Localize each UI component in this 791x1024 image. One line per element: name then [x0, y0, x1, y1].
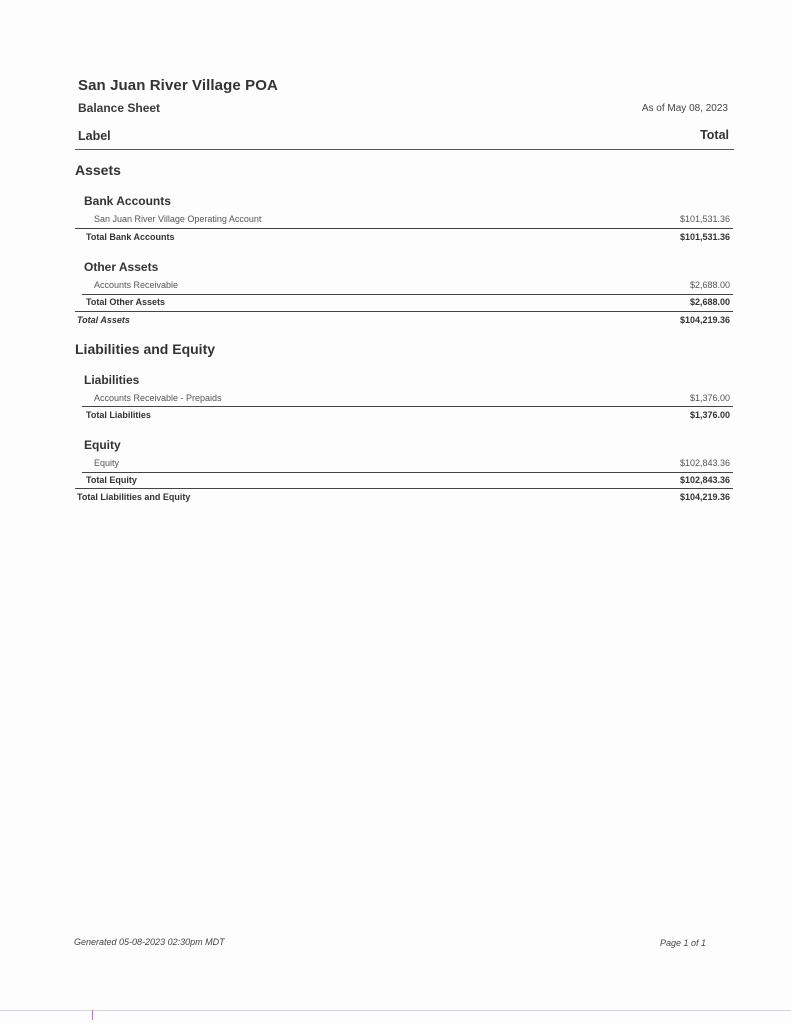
scan-mark [92, 1010, 93, 1020]
line-item-label: Accounts Receivable [94, 280, 179, 290]
section-heading: Assets [75, 162, 121, 178]
header-divider [75, 149, 734, 150]
subtotal-amount: $102,843.36 [679, 475, 730, 485]
report-title: Balance Sheet [78, 101, 161, 115]
group-equity [75, 438, 730, 454]
subtotal-rule [82, 406, 733, 407]
line-item-label: San Juan River Village Operating Account [94, 214, 262, 224]
subtotal-label: Total Equity [86, 475, 137, 485]
line-item-label: Accounts Receivable - Prepaids [94, 393, 222, 403]
subtotal-row [75, 232, 730, 248]
page-number: Page 1 of 1 [660, 938, 707, 948]
group-heading: Equity [84, 438, 121, 452]
total-liabilities-equity-row [75, 492, 730, 508]
group-other-assets [75, 260, 730, 276]
total-amount: $104,219.36 [679, 315, 730, 325]
total-label: Total Liabilities and Equity [77, 492, 191, 502]
subtotal-amount: $101,531.36 [679, 232, 730, 242]
report-date: As of May 08, 2023 [641, 103, 728, 114]
column-header-total: Total [700, 128, 729, 142]
group-heading: Other Assets [84, 260, 159, 274]
subtotal-amount: $1,376.00 [689, 410, 730, 420]
total-label: Total Assets [77, 315, 130, 325]
subtotal-label: Total Other Assets [86, 297, 166, 307]
line-item-amount: $2,688.00 [689, 280, 730, 290]
scan-edge-line [0, 1010, 791, 1011]
line-item-amount: $1,376.00 [689, 393, 730, 403]
line-item-label: Equity [94, 458, 120, 468]
total-amount: $104,219.36 [679, 492, 730, 502]
section-assets [75, 162, 730, 178]
group-liabilities [75, 373, 730, 389]
subtotal-row [75, 410, 730, 426]
subtotal-rule [75, 228, 733, 229]
organization-name: San Juan River Village POA [78, 77, 278, 94]
column-header-label: Label [78, 129, 111, 143]
generated-timestamp: Generated 05-08-2023 02:30pm MDT [74, 937, 225, 947]
total-assets-row [75, 315, 730, 331]
section-heading: Liabilities and Equity [75, 341, 216, 357]
group-heading: Bank Accounts [84, 194, 171, 208]
total-rule [75, 488, 733, 489]
subtotal-label: Total Bank Accounts [86, 232, 175, 242]
group-bank-accounts [75, 194, 730, 210]
subtotal-label: Total Liabilities [86, 410, 151, 420]
subtotal-amount: $2,688.00 [689, 297, 730, 307]
line-item-amount: $102,843.36 [679, 458, 730, 468]
total-rule [75, 311, 733, 312]
subtotal-rule [82, 294, 733, 295]
group-heading: Liabilities [84, 373, 140, 387]
section-liabilities-and-equity [75, 341, 730, 357]
line-item-amount: $101,531.36 [679, 214, 730, 224]
subtotal-rule [82, 472, 733, 473]
